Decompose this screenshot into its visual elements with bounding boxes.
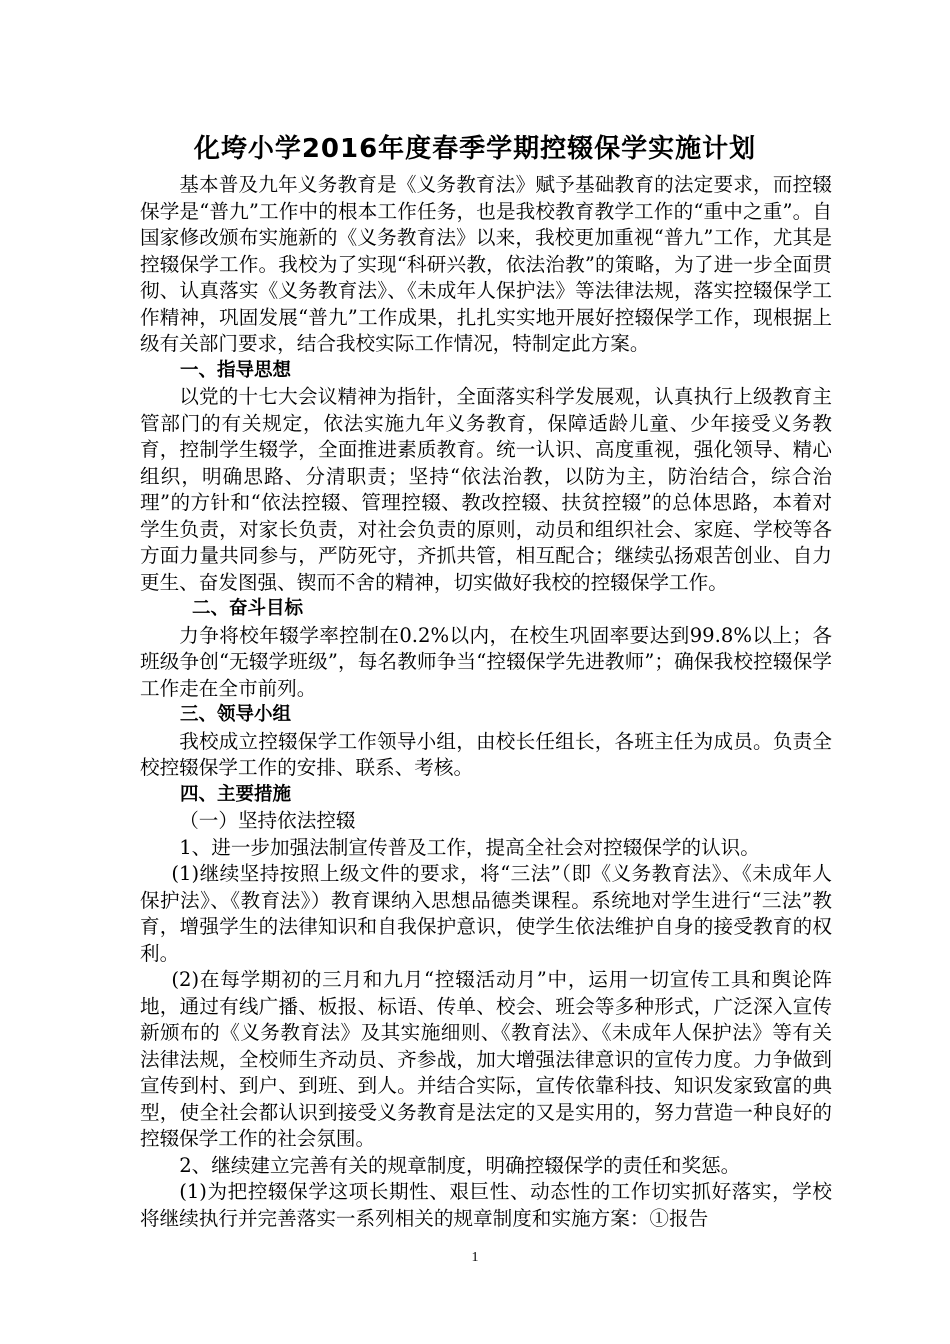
section-heading-guiding-thought: 一、指导思想 [180, 359, 292, 381]
page-number: 1 [471, 1250, 479, 1265]
measure-item-2: 2、继续建立完善有关的规章制度，明确控辍保学的责任和奖惩。 [179, 1153, 741, 1177]
guiding-thought-paragraph: 以党的十七大会议精神为指针，全面落实科学发展观，认真执行上级教育主管部门的有关规定，依法实施九年义务教育，保障适龄儿童、少年接受义务教育，控制学生辍学，全面推进素质教育。统一认识、高度重视，强化领导、精心组织，明确思路、分清职责；坚持“依法治教，以防为主，防治结合，综合治理”的方针和“依法控辍、管理控辍、教改控辍、扶贫控辍”的总体思路，本着对学生负责，对家长负责，对社会负责的原则，动员和组织社会、家庭、学校等各方面力量共同参与，严防死守，齐抓共管，相互配合；继续弘扬艰苦创业、自力更生、奋发图强、锲而不舍的精神，切实做好我校的控辍保学工作。 [140, 385, 832, 594]
leadership-group-paragraph: 我校成立控辍保学工作领导小组，由校长任组长，各班主任为成员。负责全校控辍保学工作的安排、联系、考核。 [140, 729, 832, 779]
subsection-heading-legal-control: （一）坚持依法控辍 [179, 809, 356, 832]
intro-paragraph: 基本普及九年义务教育是《义务教育法》赋予基础教育的法定要求，而控辍保学是“普九”工作中的根本工作任务，也是我校教育教学工作的“重中之重”。自国家修改颁布实施新的《义务教育法》以来，我校更加重视“普九”工作，尤其是控辍保学工作。我校为了实现“科研兴教，依法治教”的策略，为了进一步全面贯彻、认真落实《义务教育法》、《未成年人保护法》等法律法规，落实控辍保学工作精神，巩固发展“普九”工作成果，扎扎实实地开展好控辍保学工作，现根据上级有关部门要求，结合我校实际工作情况，特制定此方案。 [140, 173, 832, 355]
goals-paragraph: 力争将校年辍学率控制在0.2%以内，在校生巩固率要达到99.8%以上；各班级争创“无辍学班级”，每名教师争当“控辍保学先进教师”；确保我校控辍保学工作走在全市前列。 [140, 623, 832, 700]
section-heading-main-measures: 四、主要措施 [180, 783, 292, 805]
document-body [140, 172, 832, 1232]
section-heading-goals: 二、奋斗目标 [192, 598, 304, 619]
measure-item-2-1: (1)为把控辍保学这项长期性、艰巨性、动态性的工作切实抓好落实，学校将继续执行并完善落实一系列相关的规章制度和实施方案：①报告 [140, 1180, 832, 1230]
document-title: 化垮小学2016年度春季学期控辍保学实施计划 [193, 134, 757, 164]
measure-item-1-1: (1)继续坚持按照上级文件的要求，将“三法”（即《义务教育法》、《未成年人保护法》、《教育法》）教育课纳入思想品德类课程。系统地对学生进行“三法”教育，增强学生的法律知识和自我保护意识，使学生依法维护自身的接受教育的权利。 [140, 862, 832, 965]
measure-item-1-2: (2)在每学期初的三月和九月“控辍活动月”中，运用一切宣传工具和舆论阵地，通过有线广播、板报、标语、传单、校会、班会等多种形式，广泛深入宣传新颁布的《义务教育法》及其实施细则、《教育法》、《未成年人保护法》等有关法律法规，全校师生齐动员、齐参战，加大增强法律意识的宣传力度。力争做到宣传到村、到户、到班、到人。并结合实际，宣传依靠科技、知识发家致富的典型，使全社会都认识到接受义务教育是法定的又是实用的，努力营造一种良好的控辍保学工作的社会氛围。 [140, 968, 832, 1150]
section-heading-leadership-group: 三、领导小组 [180, 704, 292, 725]
measure-item-1: 1、进一步加强法制宣传普及工作，提高全社会对控辍保学的认识。 [179, 835, 760, 859]
